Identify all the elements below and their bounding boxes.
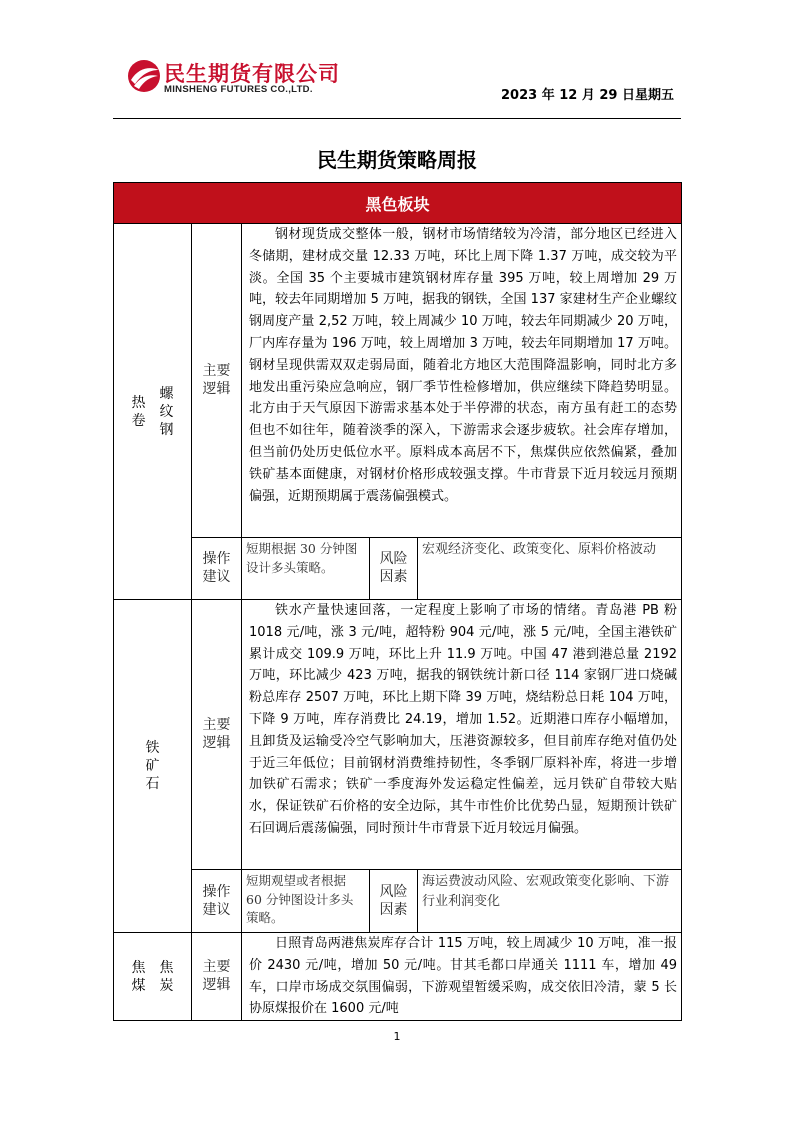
logic-label: 主要逻辑 (192, 600, 242, 870)
ore-logic-text: 铁水产量快速回落，一定程度上影响了市场的情绪。青岛港 PB 粉 1018 元/吨，涨 3 元/吨，超特粉 904 元/吨，涨 5 元/吨，全国主港铁矿累计成交 109.9 万吨，环比上升 11.9 万吨。中国 47 港到港总量 2192 万吨，环比减少 423 万吨，据我的钢铁统计新口径 114 家钢厂进口烧碱粉总库存 2507 万吨，环比上期下降 39 万吨，烧结粉总日耗 104 万吨，下降 9 万吨，库存消费比 24.19，增加 1.52。近期港口库存小幅增加，且卸货及运输受冷空气影响加大，压港资源较多，但目前库存绝对值仍处于近三年低位；目前钢材消费维持韧性，冬季钢厂原料补库，将进一步增加铁矿石需求；铁矿一季度海外发运稳定性偏差，远月铁矿自带较大贴水，保证铁矿石价格的安全边际，其牛市性价比优势凸显，短期预计铁矿石回调后震荡偏强，同时预计牛市背景下近月较远月偏强。 (242, 600, 682, 870)
logo-text-en: MINSHENG FUTURES CO.,LTD. (164, 84, 313, 95)
page-title: 民生期货策略周报 (317, 148, 477, 172)
strategy-table (113, 182, 682, 1021)
category-rebar-label: 螺纹钢 (159, 385, 174, 438)
operation-label: 操作建议 (192, 538, 242, 600)
section-banner: 黑色板块 (114, 183, 682, 224)
category-rebar-hotcoil (114, 224, 192, 600)
logo-text-cn: 民生期货有限公司 (164, 62, 340, 86)
report-date: 2023 年 12 月 29 日星期五 (501, 88, 674, 103)
category-coke-label: 焦炭 (159, 959, 174, 994)
risk-label: 风险因素 (370, 538, 418, 600)
company-logo (126, 56, 366, 100)
page-number: 1 (393, 1030, 401, 1043)
minsheng-logo-icon (126, 58, 162, 94)
logic-label: 主要逻辑 (192, 224, 242, 538)
ore-operation-text: 短期观望或者根据 60 分钟图设计多头策略。 (242, 870, 370, 933)
risk-label: 风险因素 (370, 870, 418, 933)
logic-label: 主要逻辑 (192, 933, 242, 1021)
coke-logic-text: 日照青岛两港焦炭库存合计 115 万吨，较上周减少 10 万吨，准一报价 2430 元/吨，增加 50 元/吨。甘其毛都口岸通关 1111 车，增加 49 车，口岸市场成交氛围偏弱，下游观望暂缓采购，成交依旧冷清，蒙 5 长协原煤报价在 1600 元/吨 (242, 933, 682, 1021)
header-divider (113, 118, 681, 119)
rebar-logic-text: 钢材现货成交整体一般，钢材市场情绪较为冷清，部分地区已经进入冬储期，建材成交量 12.33 万吨，环比上周下降 1.37 万吨，成交较为平淡。全国 35 个主要城市建筑钢材库存量 395 万吨，较上周增加 29 万吨，较去年同期增加 5 万吨，据我的钢铁，全国 137 家建材生产企业螺纹钢周度产量 2,52 万吨，较上周减少 10 万吨，较去年同期减少 20 万吨，厂内库存量为 196 万吨，较上周增加 3 万吨，较去年同期增加 17 万吨。钢材呈现供需双双走弱局面，随着北方地区大范围降温影响，同时北方多地发出重污染应急响应，钢厂季节性检修增加，供应继续下降趋势明显。北方由于天气原因下游需求基本处于半停滞的状态，南方虽有赶工的态势但也不如往年，随着淡季的深入，下游需求会逐步疲软。社会库存增加，但当前仍处历史低位水平。原料成本高居不下，焦煤供应依然偏紧，叠加铁矿基本面健康，对钢材价格形成较强支撑。牛市背景下近月较远月预期偏强，近期预期属于震荡偏强模式。 (242, 224, 682, 538)
category-hotcoil-label: 热卷 (131, 394, 146, 429)
rebar-operation-text: 短期根据 30 分钟图设计多头策略。 (242, 538, 370, 600)
category-coking-coal-label: 焦煤 (131, 959, 146, 994)
rebar-risk-text: 宏观经济变化、政策变化、原料价格波动 (418, 538, 682, 600)
operation-label: 操作建议 (192, 870, 242, 933)
category-iron-ore-label: 铁矿石 (145, 740, 160, 792)
ore-risk-text: 海运费波动风险、宏观政策变化影响、下游行业利润变化 (418, 870, 682, 933)
category-iron-ore (114, 600, 192, 933)
category-coking-coal-coke (114, 933, 192, 1021)
